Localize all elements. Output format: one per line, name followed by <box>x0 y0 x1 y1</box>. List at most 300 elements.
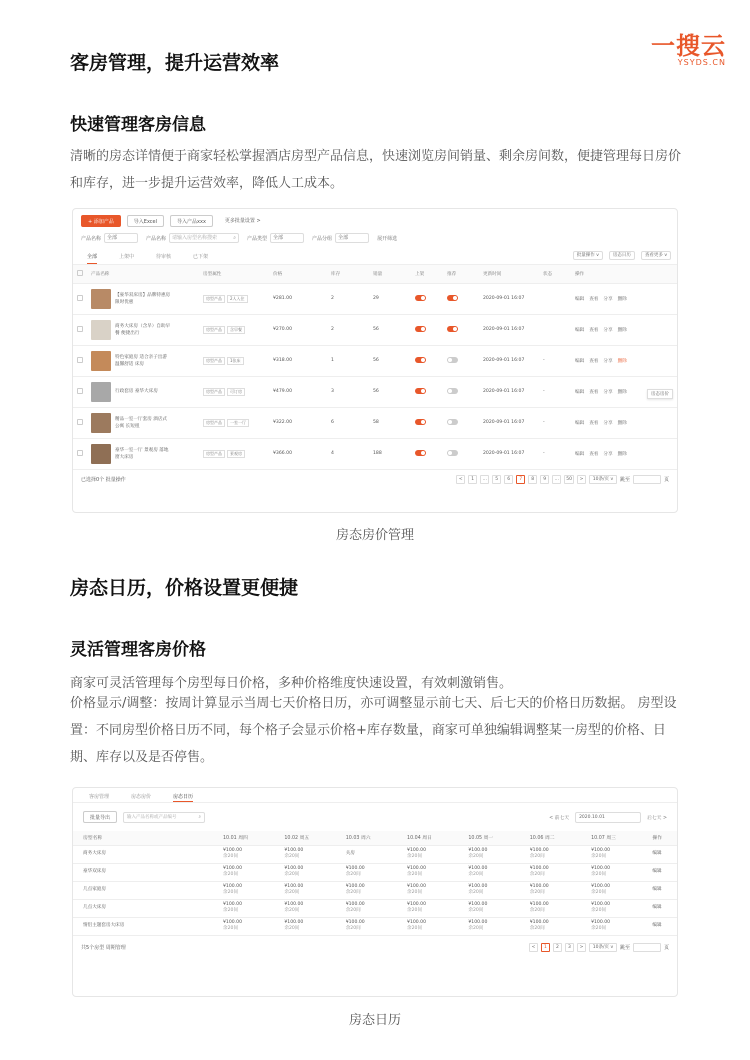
table-row <box>73 845 677 863</box>
table-row <box>73 376 677 407</box>
table-row <box>73 283 677 314</box>
operations-cell <box>571 345 677 376</box>
shelf-cell <box>411 438 443 469</box>
group-select[interactable]: 全部 <box>335 233 369 243</box>
column-header: 操作 <box>571 265 677 283</box>
operations-cell <box>571 438 677 469</box>
search-icon[interactable]: ⌕ <box>233 235 237 241</box>
add-product-button[interactable]: + 添加产品 <box>81 215 121 227</box>
batch-export-button[interactable]: 批量导出 <box>83 811 117 823</box>
tab-pending[interactable]: 待审核 <box>156 254 172 260</box>
cell-price: ¥100.00 <box>591 884 611 889</box>
cell-stock: 余20间 <box>223 908 239 913</box>
cell-stock: 余20间 <box>468 854 484 859</box>
caption-room-calendar: 房态日历 <box>348 1013 401 1028</box>
cell-price: ¥100.00 <box>468 902 488 907</box>
recommend-cell <box>443 407 479 438</box>
row-checkbox-cell <box>73 376 87 407</box>
product-info <box>91 320 199 340</box>
recommend-toggle[interactable] <box>447 326 458 332</box>
page-button[interactable]: 2 <box>553 943 562 952</box>
prev-week-button[interactable]: < 前七天 <box>549 815 570 821</box>
price-cell[interactable] <box>274 881 335 899</box>
search-placeholder: 输入产品名称或产品编号 <box>127 814 177 820</box>
room-type-name: 豪华双床房 <box>73 863 213 881</box>
calendar-column-header: 10.06 周二 <box>520 831 581 845</box>
hover-tooltip: 房态房价 <box>647 389 673 399</box>
logo-wordmark: 一搜云 <box>651 32 726 60</box>
column-header: 销量 <box>369 265 411 283</box>
price-cell[interactable] <box>213 845 274 863</box>
page-button[interactable]: 50 <box>566 477 572 482</box>
operations-cell <box>571 283 677 314</box>
attr-tag: 含早餐 <box>227 326 245 334</box>
edit-link[interactable]: 编辑 <box>642 881 677 899</box>
shelf-cell <box>411 345 443 376</box>
tab-room-price[interactable]: 房态房价 <box>131 794 152 800</box>
price-cell[interactable] <box>213 917 274 935</box>
shelf-toggle[interactable] <box>415 419 426 425</box>
product-info <box>91 382 199 402</box>
cell-stock: 余20间 <box>407 854 423 859</box>
search-icon[interactable]: ⌕ <box>198 814 202 820</box>
cell-price: ¥100.00 <box>529 920 549 925</box>
price-cell[interactable] <box>397 881 458 899</box>
product-thumbnail[interactable] <box>91 289 111 309</box>
product-cell <box>87 407 199 438</box>
price-cell: ¥270.00 <box>269 314 327 345</box>
cell-price: ¥100.00 <box>284 902 304 907</box>
cell-stock: 余20间 <box>468 872 484 877</box>
goto-unit: 页 <box>663 477 669 483</box>
section2-title: 房态日历，价格设置更便捷 <box>70 577 299 599</box>
tab-off-shelf[interactable]: 已下架 <box>193 254 209 260</box>
column-header: 更新时间 <box>479 265 539 283</box>
price-cell[interactable] <box>581 845 642 863</box>
tab-on-shelf[interactable]: 上架中 <box>119 254 135 260</box>
row-checkbox[interactable] <box>77 295 83 301</box>
page-button[interactable]: 5 <box>492 475 501 484</box>
section1-paragraph: 清晰的房态详情便于商家轻松掌握酒店房型产品信息，快速浏览房间销量、剩余房间数，便捷管理每日房价和库存，进一步提升运营效率，降低人工成本。 <box>70 149 682 191</box>
cell-stock: 余20间 <box>468 890 484 895</box>
room-calendar-button[interactable]: 房态日历 <box>609 251 635 260</box>
page-size-select[interactable]: 10条/页 v <box>589 475 617 484</box>
price-cell: ¥366.00 <box>269 438 327 469</box>
cell-price: ¥100.00 <box>345 866 365 871</box>
cell-stock: 余20间 <box>407 872 423 877</box>
table-row <box>73 438 677 469</box>
op-link-1[interactable]: 查看 <box>589 420 599 426</box>
recommend-toggle[interactable] <box>447 357 458 363</box>
status-cell: - <box>539 345 571 376</box>
cell-stock: 余20间 <box>284 926 300 931</box>
filter-label: 产品类型 <box>247 235 268 242</box>
op-link-2[interactable]: 分享 <box>603 420 613 426</box>
logo-domain: YSYDS.CN <box>677 58 726 67</box>
price-cell[interactable] <box>581 881 642 899</box>
shelf-cell <box>411 407 443 438</box>
table-row <box>73 314 677 345</box>
price-cell[interactable] <box>581 899 642 917</box>
table-row <box>73 899 677 917</box>
cell-price: ¥100.00 <box>529 884 549 889</box>
cell-price: ¥100.00 <box>284 848 304 853</box>
room-calendar-screenshot <box>72 787 678 997</box>
op-link-1[interactable]: 查看 <box>589 296 599 302</box>
column-header: 库存 <box>327 265 369 283</box>
cell-price: ¥100.00 <box>223 920 242 925</box>
op-link-0[interactable]: 编辑 <box>575 358 585 364</box>
cell-price: ¥100.00 <box>345 884 365 889</box>
cell-price: ¥100.00 <box>223 848 242 853</box>
cell-price: ¥100.00 <box>407 884 427 889</box>
shelf-toggle[interactable] <box>415 357 426 363</box>
price-cell[interactable] <box>274 863 335 881</box>
price-cell[interactable] <box>458 899 519 917</box>
brand-logo <box>651 26 726 67</box>
attr-tag: 一室一厅 <box>227 419 249 427</box>
page-size-select[interactable]: 10条/页 v <box>589 943 617 952</box>
room-attr-cell <box>199 314 269 345</box>
page-button[interactable]: < <box>529 943 538 952</box>
cell-price: ¥100.00 <box>345 920 365 925</box>
price-cell[interactable] <box>520 899 581 917</box>
import-product-button[interactable]: 导入产品xxx <box>170 215 213 227</box>
price-cell[interactable] <box>336 917 397 935</box>
price-cell[interactable] <box>213 881 274 899</box>
product-name[interactable]: 精品一室一厅套房 酒店式公寓 长短租 <box>115 416 167 429</box>
room-type-name: 商务大床房 <box>73 845 213 863</box>
section1-title: 客房管理，提升运营效率 <box>70 52 280 74</box>
row-checkbox-cell <box>73 345 87 376</box>
product-cell <box>87 376 199 407</box>
cell-stock: 余20间 <box>529 854 545 859</box>
attr-tag: 房型产品 <box>203 326 225 334</box>
status-cell: - <box>539 376 571 407</box>
cell-stock: 余20间 <box>529 926 545 931</box>
page-button[interactable]: 6 <box>504 475 513 484</box>
update-time-cell: 2020-09-01 16:07 <box>479 283 539 314</box>
price-cell[interactable] <box>336 863 397 881</box>
recommend-toggle[interactable] <box>447 295 458 301</box>
cell-price: ¥100.00 <box>591 866 611 871</box>
cell-stock: 余20间 <box>407 908 423 913</box>
calendar-column-header: 10.01 周四 <box>213 831 274 845</box>
attr-tag: 可订房 <box>227 388 245 396</box>
calendar-column-header: 10.05 周一 <box>458 831 519 845</box>
cell-price: ¥100.00 <box>284 920 304 925</box>
cell-stock: 余20间 <box>591 908 607 913</box>
room-type-name: 几点家庭房 <box>73 881 213 899</box>
recommend-cell <box>443 376 479 407</box>
sales-cell: 56 <box>369 345 411 376</box>
more-batch-button[interactable]: 更多批量设置 > <box>224 218 261 224</box>
table-header-row <box>73 831 677 845</box>
price-cell[interactable] <box>336 845 397 863</box>
cell-price: ¥100.00 <box>407 920 427 925</box>
cell-price: ¥100.00 <box>407 866 427 871</box>
update-time-cell: 2020-09-01 16:07 <box>479 345 539 376</box>
column-header: 状态 <box>539 265 571 283</box>
product-select[interactable]: 全部 <box>104 233 138 243</box>
column-header: 房型属性 <box>199 265 269 283</box>
op-link-1[interactable]: 查看 <box>589 327 599 333</box>
op-link-2[interactable]: 分享 <box>603 296 613 302</box>
row-checkbox[interactable] <box>77 326 83 332</box>
edit-link[interactable]: 编辑 <box>642 917 677 935</box>
op-link-3[interactable]: 删除 <box>617 296 627 302</box>
view-more-select[interactable]: 查看更多 v <box>641 251 671 260</box>
op-link-0[interactable]: 编辑 <box>575 296 585 302</box>
cell-stock: 余20间 <box>223 926 239 931</box>
op-link-2[interactable]: 分享 <box>603 451 613 457</box>
cell-stock: 余20间 <box>468 926 484 931</box>
op-link-3[interactable]: 删除 <box>617 451 627 457</box>
attr-tag: 景观房 <box>227 450 245 458</box>
sales-cell: 58 <box>369 407 411 438</box>
recommend-toggle[interactable] <box>447 419 458 425</box>
filter-label: 产品名称 <box>81 235 102 242</box>
shelf-toggle[interactable] <box>415 388 426 394</box>
price-cell[interactable] <box>336 899 397 917</box>
update-time-cell: 2020-09-01 16:07 <box>479 376 539 407</box>
row-checkbox[interactable] <box>77 357 83 363</box>
stock-cell: 3 <box>327 376 369 407</box>
table-row <box>73 345 677 376</box>
type-select[interactable]: 全部 <box>270 233 304 243</box>
operations-cell <box>571 314 677 345</box>
product-info <box>91 413 199 433</box>
product-name[interactable]: 商务大床房（含早）自助早餐 便捷出行 <box>115 323 171 336</box>
calendar-column-header: 10.02 周五 <box>274 831 335 845</box>
goto-label: 跳至 <box>619 945 630 951</box>
price-cell[interactable] <box>581 917 642 935</box>
section2-paragraph-1: 商家可灵活管理每个房型每日价格，多种价格维度快速设置，有效刺激销售。 <box>70 676 513 691</box>
cell-price: ¥100.00 <box>529 902 549 907</box>
recommend-toggle[interactable] <box>447 450 458 456</box>
page-button[interactable]: 8 <box>528 475 537 484</box>
page-button[interactable]: 7 <box>516 475 525 484</box>
room-type-name: 情侣主题套房大床房 <box>73 917 213 935</box>
op-link-2[interactable]: 分享 <box>603 327 613 333</box>
shelf-toggle[interactable] <box>415 450 426 456</box>
pagination-bar <box>73 470 677 490</box>
tab-room-manage[interactable]: 客房管理 <box>89 794 110 800</box>
cell-price: ¥100.00 <box>468 884 488 889</box>
price-cell: ¥318.00 <box>269 345 327 376</box>
room-attr-cell <box>199 438 269 469</box>
edit-link[interactable]: 编辑 <box>642 863 677 881</box>
op-link-0[interactable]: 编辑 <box>575 451 585 457</box>
product-thumbnail[interactable] <box>91 382 111 402</box>
cell-stock: 余20间 <box>529 890 545 895</box>
op-link-1[interactable]: 查看 <box>589 389 599 395</box>
product-thumbnail[interactable] <box>91 320 111 340</box>
price-cell[interactable] <box>520 845 581 863</box>
room-count-summary: 共5个房型 周期管理 <box>81 945 126 951</box>
op-link-1[interactable]: 查看 <box>589 358 599 364</box>
product-name[interactable]: 行政套房 豪华大床房 <box>115 389 158 394</box>
shelf-toggle[interactable] <box>415 295 426 301</box>
stock-cell: 6 <box>327 407 369 438</box>
calendar-column-header: 10.04 周日 <box>397 831 458 845</box>
page-button[interactable]: > <box>577 475 586 484</box>
price-cell[interactable] <box>274 917 335 935</box>
filter-bar <box>73 227 677 249</box>
cell-stock: 余20间 <box>284 854 300 859</box>
recommend-cell <box>443 314 479 345</box>
goto-page-input[interactable] <box>633 475 661 484</box>
edit-link[interactable]: 编辑 <box>642 845 677 863</box>
operations-cell <box>571 407 677 438</box>
section2-subtitle: 灵活管理客房价格 <box>70 640 206 660</box>
op-link-3[interactable]: 删除 <box>617 358 627 364</box>
recommend-toggle[interactable] <box>447 388 458 394</box>
page-button[interactable]: 9 <box>540 475 549 484</box>
row-checkbox[interactable] <box>77 450 83 456</box>
page-button[interactable]: < <box>456 475 465 484</box>
price-cell[interactable] <box>336 881 397 899</box>
tab-all[interactable]: 全部 <box>87 253 97 264</box>
price-cell[interactable] <box>458 881 519 899</box>
room-attr-cell <box>199 376 269 407</box>
product-name[interactable]: 特色家庭房 适合亲子出游 温馨舒适 床房 <box>115 354 167 367</box>
cell-price: ¥100.00 <box>468 920 488 925</box>
price-cell[interactable] <box>274 899 335 917</box>
cell-price: ¥100.00 <box>345 902 365 907</box>
cell-price: ¥100.00 <box>223 902 242 907</box>
page-button[interactable]: > <box>577 943 586 952</box>
page-button[interactable]: 1 <box>541 943 550 952</box>
page-button[interactable]: 3 <box>565 943 574 952</box>
cell-price: ¥100.00 <box>591 920 611 925</box>
price-cell[interactable] <box>520 881 581 899</box>
name-search-input[interactable] <box>169 233 239 243</box>
import-excel-button[interactable]: 导入Excel <box>127 215 164 227</box>
product-info <box>91 351 199 371</box>
price-cell[interactable] <box>397 917 458 935</box>
goto-label: 跳至 <box>619 477 630 483</box>
tab-room-calendar[interactable]: 房态日历 <box>173 794 194 800</box>
stock-cell: 2 <box>327 283 369 314</box>
price-cell[interactable] <box>458 917 519 935</box>
price-cell[interactable] <box>520 863 581 881</box>
price-cell[interactable] <box>213 899 274 917</box>
price-cell[interactable] <box>397 899 458 917</box>
product-thumbnail[interactable] <box>91 413 111 433</box>
calendar-column-header: 操作 <box>642 831 677 845</box>
product-info <box>91 444 199 464</box>
price-cell[interactable] <box>274 845 335 863</box>
edit-link[interactable]: 编辑 <box>642 899 677 917</box>
row-checkbox-cell <box>73 407 87 438</box>
op-link-3[interactable]: 删除 <box>617 327 627 333</box>
update-time-cell: 2020-09-01 16:07 <box>479 407 539 438</box>
product-name[interactable]: 【豪华双床房】品牌特惠房 限时优惠 <box>115 292 171 305</box>
batch-op-select[interactable]: 批量操作 v <box>573 251 603 260</box>
table-row <box>73 863 677 881</box>
product-cell <box>87 314 199 345</box>
op-link-3[interactable]: 删除 <box>617 389 627 395</box>
calendar-toolbar <box>73 803 677 831</box>
product-info <box>91 289 199 309</box>
attr-tag: 房型产品 <box>203 419 225 427</box>
select-all-checkbox[interactable] <box>77 270 83 276</box>
status-cell <box>539 314 571 345</box>
price-cell[interactable] <box>213 863 274 881</box>
cell-stock: 余20间 <box>345 890 361 895</box>
row-checkbox-cell <box>73 314 87 345</box>
shelf-toggle[interactable] <box>415 326 426 332</box>
table-row <box>73 881 677 899</box>
product-thumbnail[interactable] <box>91 351 111 371</box>
pagination <box>529 943 669 952</box>
date-picker[interactable]: 2020.10.01 <box>575 812 641 823</box>
price-cell[interactable] <box>581 863 642 881</box>
attr-tag: 2人入住 <box>227 295 248 303</box>
cell-stock: 余20间 <box>284 890 300 895</box>
page-button[interactable]: ... <box>480 475 489 484</box>
calendar-table <box>73 831 677 936</box>
op-link-2[interactable]: 分享 <box>603 358 613 364</box>
price-cell[interactable] <box>397 845 458 863</box>
price-cell[interactable] <box>397 863 458 881</box>
row-checkbox[interactable] <box>77 388 83 394</box>
toolbar <box>73 209 677 227</box>
page-button[interactable]: ... <box>552 475 561 484</box>
sales-cell: 29 <box>369 283 411 314</box>
op-link-0[interactable]: 编辑 <box>575 327 585 333</box>
price-cell[interactable] <box>458 845 519 863</box>
table-row <box>73 407 677 438</box>
row-checkbox-cell <box>73 438 87 469</box>
op-link-1[interactable]: 查看 <box>589 451 599 457</box>
shelf-cell <box>411 314 443 345</box>
stock-cell: 2 <box>327 314 369 345</box>
calendar-search-input[interactable] <box>123 812 205 823</box>
update-time-cell: 2020-09-01 16:07 <box>479 438 539 469</box>
column-header: 价格 <box>269 265 327 283</box>
cell-stock: 余20间 <box>345 926 361 931</box>
op-link-0[interactable]: 编辑 <box>575 420 585 426</box>
calendar-tabs <box>73 788 677 803</box>
next-week-button[interactable]: 后七天 > <box>647 815 667 821</box>
sales-cell: 56 <box>369 314 411 345</box>
cell-price: ¥100.00 <box>223 884 242 889</box>
op-link-3[interactable]: 删除 <box>617 420 627 426</box>
product-name[interactable]: 豪华一室一厅 景观房 落地窗大床房 <box>115 447 169 460</box>
shelf-cell <box>411 283 443 314</box>
cell-price: ¥100.00 <box>407 902 427 907</box>
price-cell[interactable] <box>520 917 581 935</box>
goto-page-input[interactable] <box>633 943 661 952</box>
attr-tag: 房型产品 <box>203 450 225 458</box>
recommend-cell <box>443 283 479 314</box>
filter-label: 产品名称 <box>146 235 167 242</box>
op-link-0[interactable]: 编辑 <box>575 389 585 395</box>
page-button[interactable]: 1 <box>468 475 477 484</box>
price-cell[interactable] <box>458 863 519 881</box>
product-thumbnail[interactable] <box>91 444 111 464</box>
price-cell: ¥322.00 <box>269 407 327 438</box>
expand-filter-link[interactable]: 展开筛选 <box>377 235 398 242</box>
op-link-2[interactable]: 分享 <box>603 389 613 395</box>
stock-cell: 1 <box>327 345 369 376</box>
cell-price: ¥100.00 <box>468 866 488 871</box>
row-checkbox[interactable] <box>77 419 83 425</box>
table-row <box>73 917 677 935</box>
cell-stock: 余20间 <box>591 854 607 859</box>
